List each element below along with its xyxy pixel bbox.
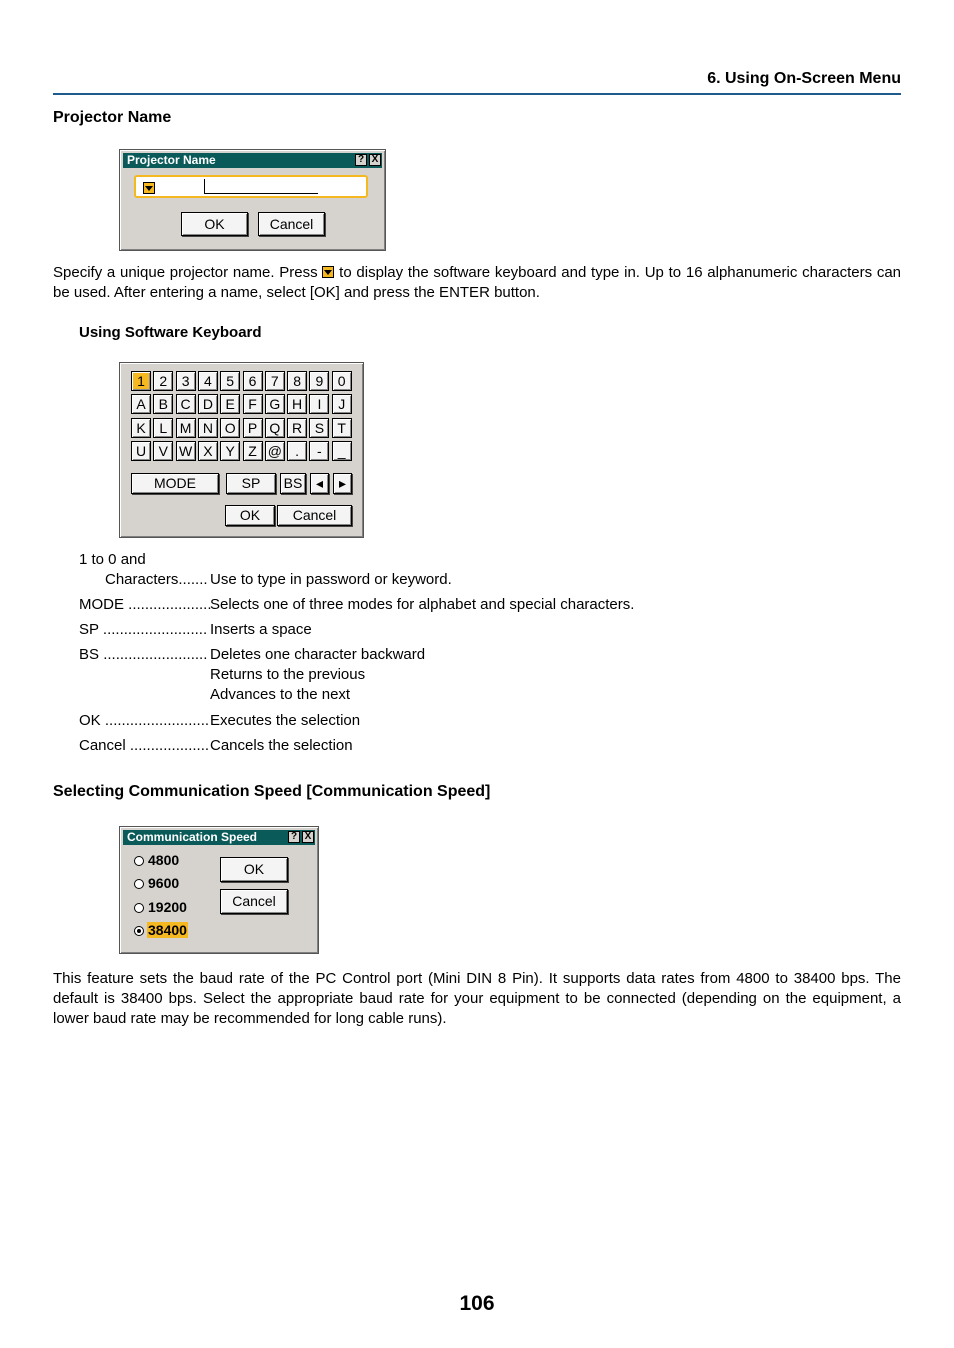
definition-desc: Executes the selection <box>210 712 361 729</box>
definition-desc: Returns to the previous <box>210 666 366 683</box>
close-icon[interactable]: X <box>369 154 381 166</box>
key-Z[interactable]: Z <box>243 441 263 461</box>
definition-desc: Use to type in password or keyword. <box>210 571 452 588</box>
ok-button[interactable]: OK <box>220 857 288 882</box>
key-9[interactable]: 9 <box>309 371 329 391</box>
backspace-key[interactable]: BS <box>280 473 306 494</box>
dropdown-arrow-icon[interactable] <box>143 182 155 194</box>
key-2[interactable]: 2 <box>153 371 173 391</box>
key-7[interactable]: 7 <box>265 371 285 391</box>
key-L[interactable]: L <box>153 418 173 438</box>
dialog-title-bar <box>123 153 382 168</box>
term-text: OK <box>79 712 101 729</box>
keyboard-cancel-button[interactable]: Cancel <box>277 505 352 526</box>
key-D[interactable]: D <box>198 394 218 414</box>
projector-name-dialog <box>119 149 386 251</box>
definition-term: 1 to 0 and <box>79 551 146 568</box>
keyboard-ok-button[interactable]: OK <box>225 505 275 526</box>
key-X[interactable]: X <box>198 441 218 461</box>
dialog-title: Projector Name <box>127 153 216 167</box>
definition-desc: Inserts a space <box>210 621 312 638</box>
dropdown-arrow-icon <box>322 266 334 278</box>
key-8[interactable]: 8 <box>287 371 307 391</box>
term-text: Cancel <box>79 737 126 754</box>
key-0[interactable]: 0 <box>332 371 352 391</box>
key-V[interactable]: V <box>153 441 173 461</box>
radio-button[interactable] <box>134 903 144 913</box>
close-icon[interactable]: X <box>302 831 314 843</box>
section-title-communication-speed: Selecting Communication Speed [Communication Speed] <box>53 783 491 800</box>
key-W[interactable]: W <box>176 441 196 461</box>
term-text: SP <box>79 621 99 638</box>
definition-term <box>79 712 209 729</box>
key-G[interactable]: G <box>265 394 285 414</box>
radio-button[interactable] <box>134 879 144 889</box>
definition-term <box>79 596 212 613</box>
leader-dots: ......................... <box>102 621 208 638</box>
leader-dots: ......................... <box>103 646 208 663</box>
definition-term <box>105 571 208 588</box>
key-Q[interactable]: Q <box>265 418 285 438</box>
input-underline <box>204 193 318 194</box>
key-5[interactable]: 5 <box>220 371 240 391</box>
mode-key[interactable]: MODE <box>131 473 219 494</box>
key-T[interactable]: T <box>332 418 352 438</box>
key-Y[interactable]: Y <box>220 441 240 461</box>
key-A[interactable]: A <box>131 394 151 414</box>
speed-option-label: 9600 <box>148 875 180 891</box>
definition-term <box>79 621 207 638</box>
term-text: MODE <box>79 596 124 613</box>
definition-term <box>79 646 207 663</box>
key-J[interactable]: J <box>332 394 352 414</box>
key-F[interactable]: F <box>243 394 263 414</box>
text-cursor <box>204 179 205 193</box>
key-C[interactable]: C <box>176 394 196 414</box>
key-B[interactable]: B <box>153 394 173 414</box>
key-period[interactable]: . <box>287 441 307 461</box>
space-key[interactable]: SP <box>226 473 276 494</box>
key-K[interactable]: K <box>131 418 151 438</box>
definition-desc: Selects one of three modes for alphabet and special characters. <box>210 596 635 613</box>
ok-button[interactable]: OK <box>181 212 248 236</box>
definition-term <box>79 737 209 754</box>
leader-dots: ......................... <box>104 712 210 729</box>
leader-dots: ....... <box>178 571 208 588</box>
description-part-a: Specify a unique projector name. Press <box>53 264 318 281</box>
header-rule <box>53 93 901 95</box>
section-title-software-keyboard: Using Software Keyboard <box>79 324 262 341</box>
page-number: 106 <box>459 1292 495 1315</box>
speed-option-label: 4800 <box>148 852 180 868</box>
key-U[interactable]: U <box>131 441 151 461</box>
definition-desc: Deletes one character backward <box>210 646 426 663</box>
key-4[interactable]: 4 <box>198 371 218 391</box>
cancel-button[interactable]: Cancel <box>258 212 325 236</box>
key-E[interactable]: E <box>220 394 240 414</box>
definition-desc: Cancels the selection <box>210 737 353 754</box>
help-icon[interactable]: ? <box>355 154 367 166</box>
key-3[interactable]: 3 <box>176 371 196 391</box>
key-1[interactable]: 1 <box>131 371 151 391</box>
dialog-title: Communication Speed <box>127 830 258 844</box>
communication-speed-dialog <box>119 826 319 954</box>
key-dash[interactable]: - <box>309 441 329 461</box>
left-arrow-icon[interactable]: ◂ <box>310 473 329 494</box>
software-keyboard-panel <box>119 362 364 538</box>
speed-option-label: 19200 <box>148 899 187 915</box>
key-N[interactable]: N <box>198 418 218 438</box>
term-text: Characters <box>105 571 179 588</box>
term-text: BS <box>79 646 100 663</box>
key-6[interactable]: 6 <box>243 371 263 391</box>
key-underscore[interactable]: _ <box>332 441 352 461</box>
key-P[interactable]: P <box>243 418 263 438</box>
key-I[interactable]: I <box>309 394 329 414</box>
projector-name-description <box>53 263 901 303</box>
key-R[interactable]: R <box>287 418 307 438</box>
dialog-title-bar <box>123 830 315 845</box>
speed-option-label: 38400 <box>148 922 187 938</box>
key-at[interactable]: @ <box>265 441 285 461</box>
description-part-b: to display the software keyboard and type in. Up to 16 alphanumeric characters can be used. After entering a name, select [OK] and press the ENTER button. <box>53 264 902 301</box>
leader-dots: ................... <box>129 737 210 754</box>
section-title-projector-name: Projector Name <box>53 109 172 126</box>
key-O[interactable]: O <box>220 418 240 438</box>
help-icon[interactable]: ? <box>288 831 300 843</box>
chapter-heading: 6. Using On-Screen Menu <box>707 70 901 87</box>
cancel-button[interactable]: Cancel <box>220 889 288 914</box>
definition-desc: Advances to the next <box>210 686 351 703</box>
name-input-field[interactable] <box>134 175 368 198</box>
key-S[interactable]: S <box>309 418 329 438</box>
key-H[interactable]: H <box>287 394 307 414</box>
radio-button[interactable] <box>134 856 144 866</box>
right-arrow-icon[interactable]: ▸ <box>333 473 352 494</box>
radio-button-selected[interactable] <box>134 926 144 936</box>
key-M[interactable]: M <box>176 418 196 438</box>
leader-dots: .................... <box>128 596 212 613</box>
communication-speed-description: This feature sets the baud rate of the PC Control port (Mini DIN 8 Pin). It supports data rates from 4800 to 38400 bps. The default is 38400 bps. Select the appropriate baud rate for your equipment to be connected (depending on the equipment, a lower baud rate may be recommended for long cable runs). <box>53 970 901 1027</box>
